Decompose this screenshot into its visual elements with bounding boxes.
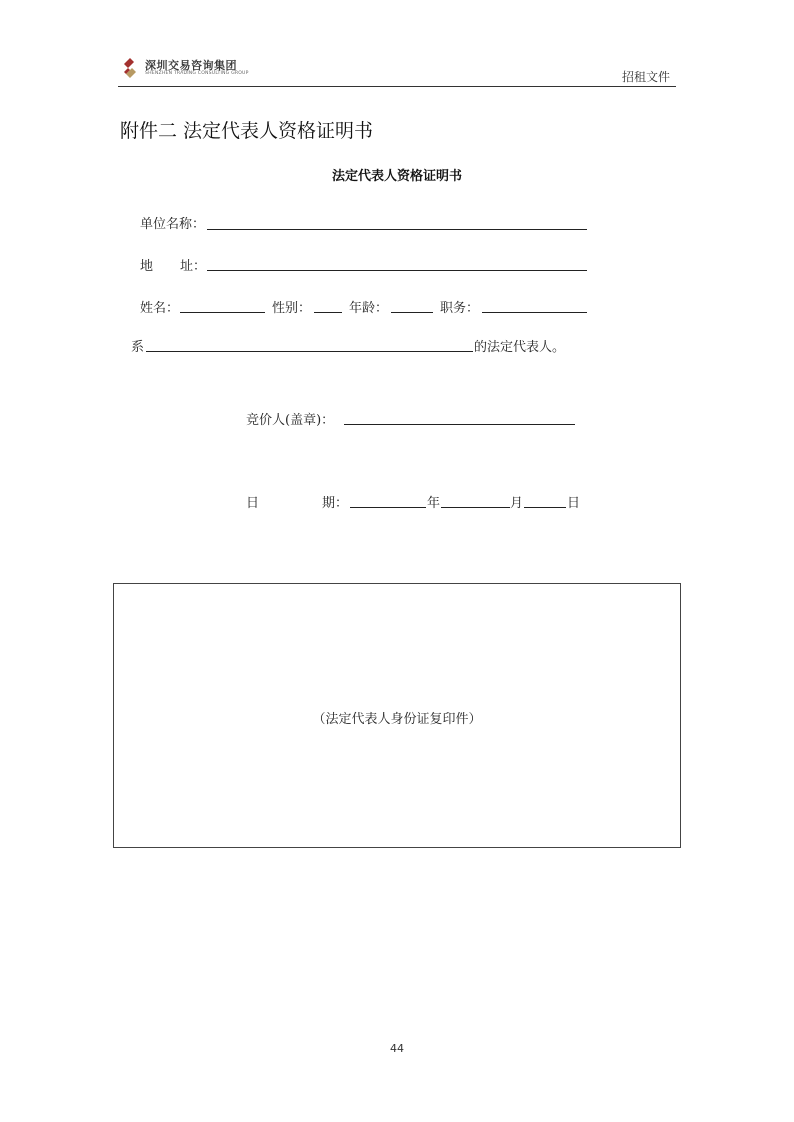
unit-name-label: 单位名称： [140, 217, 206, 232]
month-label: 月 [510, 496, 524, 511]
company-logo [118, 54, 249, 82]
logo-mark-icon [118, 56, 142, 80]
logo-company-name-en: SHENZHEN TRADING CONSULTING GROUP [145, 71, 249, 76]
age-field[interactable] [391, 312, 433, 313]
name-field[interactable] [180, 312, 265, 313]
address-field[interactable] [207, 270, 587, 271]
day-field[interactable] [524, 507, 566, 508]
month-field[interactable] [441, 507, 510, 508]
unit-name-field[interactable] [207, 229, 587, 230]
is-prefix-label: 系 [131, 340, 145, 355]
age-label: 年龄： [349, 301, 389, 316]
position-label: 职务： [440, 301, 480, 316]
gender-label: 性别： [272, 301, 312, 316]
form-title: 法定代表人资格证明书 [331, 169, 462, 184]
logo-company-name: 深圳交易咨询集团 [145, 59, 237, 72]
date-label-part2: 期： [322, 496, 349, 511]
id-copy-box [113, 583, 681, 848]
bidder-seal-field[interactable] [344, 424, 575, 425]
is-suffix-label: 的法定代表人。 [474, 340, 566, 355]
bidder-seal-label: 竞价人(盖章)： [246, 413, 335, 428]
year-field[interactable] [350, 507, 426, 508]
name-label: 姓名： [140, 301, 180, 316]
id-copy-caption: （法定代表人身份证复印件） [312, 712, 482, 727]
position-field[interactable] [482, 312, 587, 313]
appendix-title: 附件二 法定代表人资格证明书 [120, 120, 374, 142]
date-label-part1: 日 [246, 496, 260, 511]
address-label-part1: 地 [140, 259, 154, 274]
year-label: 年 [427, 496, 441, 511]
company-field[interactable] [146, 351, 473, 352]
gender-field[interactable] [314, 312, 342, 313]
document-type-label: 招租文件 [621, 70, 670, 84]
page-number: 44 [390, 1042, 404, 1055]
header-divider [118, 86, 676, 87]
day-label: 日 [567, 496, 581, 511]
address-label-part2: 址： [180, 259, 207, 274]
